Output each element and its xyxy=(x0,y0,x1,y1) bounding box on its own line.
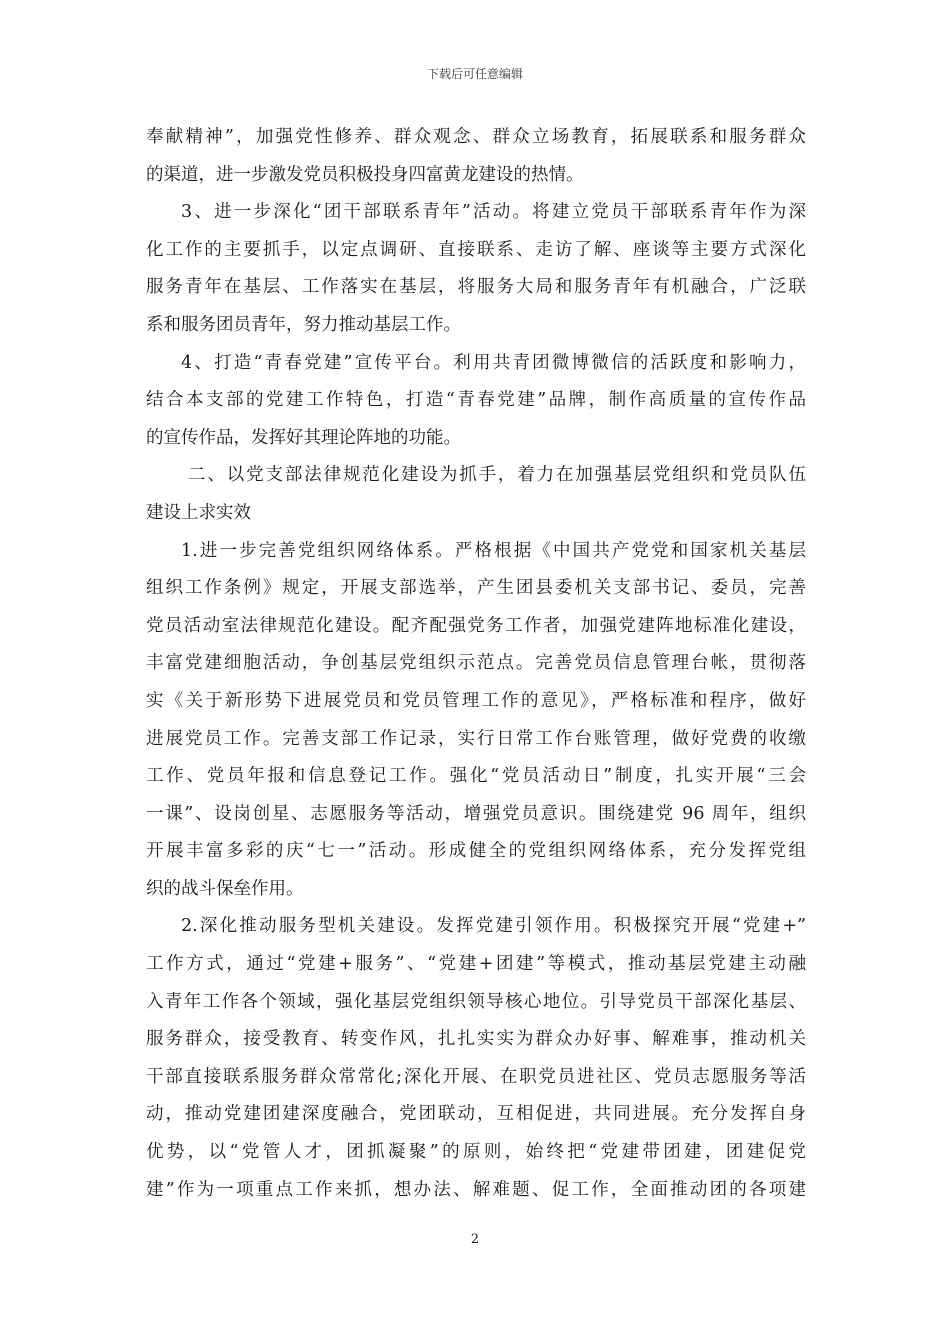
text-line: 奉献精神”，加强党性修养、群众观念、群众立场教育，拓展联系和服务群众 xyxy=(146,127,806,147)
text-line: 干部直接联系服务群众常常化;深化开展、在职党员进社区、党员志愿服务等活 xyxy=(146,1066,806,1087)
paragraph xyxy=(146,345,806,458)
paragraph xyxy=(146,119,806,194)
text-line: 动，推动党建团建深度融合，党团联动，互相促进，共同进展。充分发挥自身 xyxy=(146,1104,806,1125)
text-line: 建设上求实效 xyxy=(146,502,251,523)
section-heading xyxy=(146,457,806,532)
text-line: 进展党员工作。完善支部工作记录，实行日常工作台账管理，做好党费的收缴 xyxy=(146,728,806,749)
text-line: 的宣传作品，发挥好其理论阵地的功能。 xyxy=(146,427,461,448)
page-number: 2 xyxy=(470,1232,480,1247)
text-line: 工作方式，通过“党建+服务”、“党建+团建”等模式，推动基层党建主动融 xyxy=(146,954,806,975)
text-line: 服务群众，接受教育、转变作风，扎扎实实为群众办好事、解难事，推动机关 xyxy=(146,1029,806,1050)
text-line: 党员活动室法律规范化建设。配齐配强党务工作者，加强党建阵地标准化建设， xyxy=(146,615,806,636)
text-line: 二、以党支部法律规范化建设为抓手，着力在加强基层党组织和党员队伍 xyxy=(188,465,806,486)
document-body xyxy=(146,119,806,1209)
text-line: 结合本支部的党建工作特色，打造“青春党建”品牌，制作高质量的宣传作品 xyxy=(146,390,806,411)
text-line: 化工作的主要抓手，以定点调研、直接联系、走访了解、座谈等主要方式深化 xyxy=(146,239,806,260)
text-line: 开展丰富多彩的庆“七一”活动。形成健全的党组织网络体系，充分发挥党组 xyxy=(146,841,806,862)
text-line: 系和服务团员青年，努力推动基层工作。 xyxy=(146,314,461,335)
text-line: 织的战斗保垒作用。 xyxy=(146,878,304,899)
text-line: 服务青年在基层、工作落实在基层，将服务大局和服务青年有机融合，广泛联 xyxy=(146,277,806,298)
text-line: 的渠道，进一步激发党员积极投身四富黄龙建设的热情。 xyxy=(146,164,584,185)
paragraph xyxy=(146,194,806,344)
text-line: 1.进一步完善党组织网络体系。严格根据《中国共产党党和国家机关基层 xyxy=(181,540,806,561)
text-line: 组织工作条例》规定，开展支部选举，产生团县委机关支部书记、委员，完善 xyxy=(146,578,806,599)
text-line: 丰富党建细胞活动，争创基层党组织示范点。完善党员信息管理台帐，贯彻落 xyxy=(146,653,806,674)
paragraph xyxy=(146,908,806,1209)
text-line: 实《关于新形势下进展党员和党员管理工作的意见》，严格标准和程序，做好 xyxy=(146,690,806,711)
text-line: 建”作为一项重点工作来抓，想办法、解难题、促工作，全面推动团的各项建 xyxy=(146,1179,806,1200)
paragraph xyxy=(146,533,806,909)
text-line: 入青年工作各个领域，强化基层党组织领导核心地位。引导党员干部深化基层、 xyxy=(146,991,806,1012)
text-line: 优势，以“党管人才，团抓凝聚”的原则，始终把“党建带团建，团建促党 xyxy=(146,1142,806,1163)
text-line: 2.深化推动服务型机关建设。发挥党建引领作用。积极探究开展“党建+” xyxy=(181,916,806,937)
text-line: 工作、党员年报和信息登记工作。强化“党员活动日”制度，扎实开展“三会 xyxy=(146,766,806,787)
text-line: 一课”、设岗创星、志愿服务等活动，增强党员意识。围绕建党 96 周年，组织 xyxy=(146,803,806,824)
page-header: 下载后可任意编辑 xyxy=(426,67,523,81)
text-line: 4、打造“青春党建”宣传平台。利用共青团微博微信的活跃度和影响力， xyxy=(181,352,806,373)
text-line: 3、进一步深化“团干部联系青年”活动。将建立党员干部联系青年作为深 xyxy=(181,202,806,223)
